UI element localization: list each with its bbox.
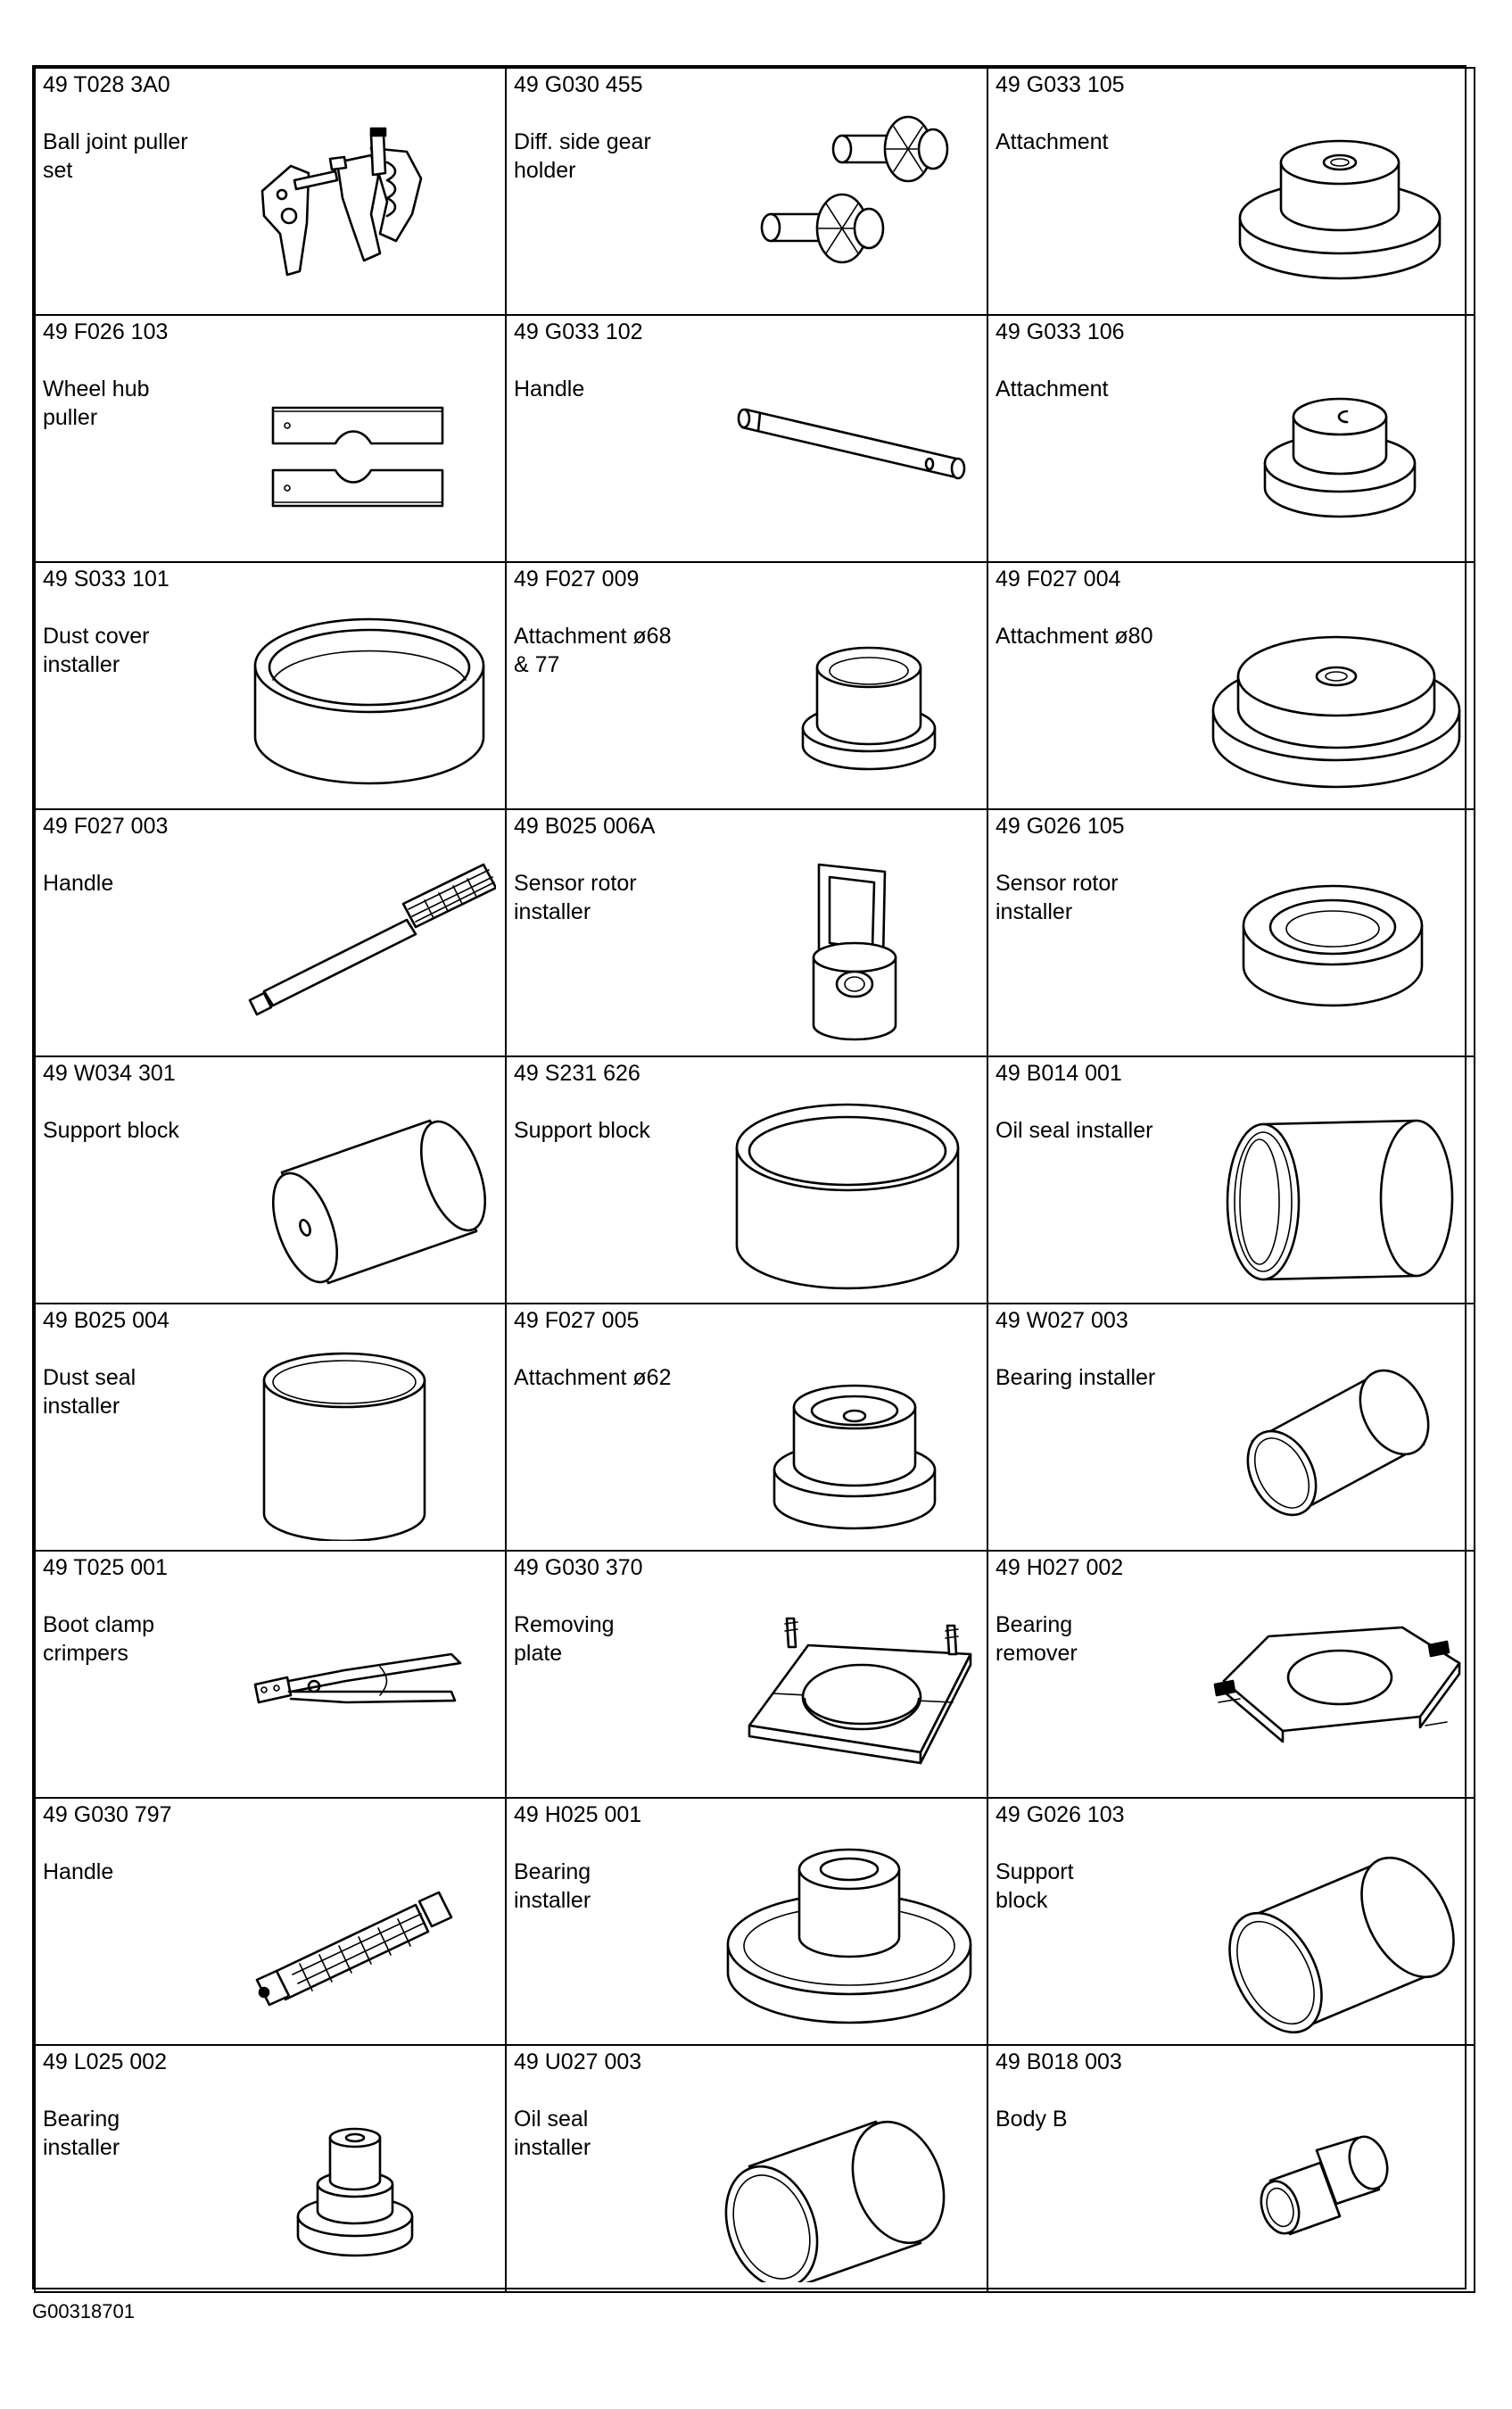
tool-name: Bearing installer bbox=[43, 2107, 120, 2160]
tool-cell bbox=[506, 1304, 987, 1551]
tool-cell bbox=[987, 1056, 1475, 1304]
tool-name: Wheel hub puller bbox=[43, 377, 150, 430]
tool-cell bbox=[35, 1798, 506, 2045]
bearing-remover-icon bbox=[1206, 1592, 1465, 1788]
tool-cell bbox=[506, 809, 987, 1056]
tool-name: Handle bbox=[43, 1859, 114, 1884]
knurled-handle-icon bbox=[237, 850, 496, 1047]
tool-name: Attachment bbox=[996, 129, 1109, 154]
tool-cell bbox=[35, 1056, 506, 1304]
support-block-icon bbox=[237, 1097, 496, 1294]
tool-code: 49 F027 005 bbox=[514, 1308, 640, 1333]
ball-joint-puller-icon bbox=[237, 109, 496, 305]
tool-cell bbox=[987, 809, 1475, 1056]
ring-installer-icon bbox=[237, 603, 496, 799]
tool-cell bbox=[35, 1304, 506, 1551]
table-row bbox=[35, 1551, 1475, 1798]
tool-name: Attachment bbox=[996, 377, 1109, 402]
tool-code: 49 B025 004 bbox=[43, 1308, 169, 1333]
tool-cell bbox=[35, 2045, 506, 2292]
tool-code: 49 T028 3A0 bbox=[43, 72, 170, 97]
tool-code: 49 G033 102 bbox=[514, 319, 643, 344]
tool-name: Sensor rotor installer bbox=[996, 871, 1119, 924]
tool-name: Bearing remover bbox=[996, 1612, 1078, 1666]
tool-cell bbox=[35, 315, 506, 562]
attachment-icon bbox=[719, 1839, 978, 2035]
table-row bbox=[35, 315, 1475, 562]
tool-name: Bearing installer bbox=[514, 1859, 591, 1913]
tool-name: Attachment ø68 & 77 bbox=[514, 624, 672, 677]
tool-name: Attachment ø80 bbox=[996, 624, 1153, 649]
body-b-icon bbox=[1206, 2086, 1465, 2282]
tool-code: 49 G030 370 bbox=[514, 1555, 643, 1580]
cylinder-sleeve-icon bbox=[719, 2086, 978, 2282]
figure-id-label: G00318701 bbox=[32, 2300, 135, 2322]
tool-cell bbox=[987, 2045, 1475, 2292]
ring-installer-icon bbox=[719, 1097, 978, 1294]
tool-code: 49 S231 626 bbox=[514, 1061, 640, 1086]
tool-cell bbox=[987, 562, 1475, 809]
tool-name: Ball joint puller set bbox=[43, 129, 188, 183]
tool-code: 49 G026 105 bbox=[996, 814, 1125, 839]
tool-cell bbox=[35, 562, 506, 809]
attachment-icon bbox=[1206, 356, 1465, 552]
tool-cell bbox=[987, 1304, 1475, 1551]
tool-cell bbox=[987, 1798, 1475, 2045]
table-row bbox=[35, 809, 1475, 1056]
tool-code: 49 L025 002 bbox=[43, 2049, 168, 2074]
tool-name: Bearing installer bbox=[996, 1365, 1156, 1390]
tool-code: 49 W034 301 bbox=[43, 1061, 176, 1086]
tool-code: 49 S033 101 bbox=[43, 567, 169, 592]
tool-cell bbox=[506, 1551, 987, 1798]
tool-cell bbox=[35, 1551, 506, 1798]
tool-code: 49 G030 797 bbox=[43, 1802, 172, 1827]
knurled-handle-icon bbox=[237, 1839, 496, 2035]
tool-cell bbox=[35, 809, 506, 1056]
tool-cell bbox=[506, 68, 987, 315]
tool-name: Oil seal installer bbox=[514, 2107, 591, 2160]
tool-name: Diff. side gear holder bbox=[514, 129, 651, 183]
tool-code: 49 B014 001 bbox=[996, 1061, 1122, 1086]
table-row bbox=[35, 1304, 1475, 1551]
tool-cell bbox=[987, 315, 1475, 562]
tool-code: 49 G030 455 bbox=[514, 72, 643, 97]
tool-name: Handle bbox=[514, 377, 585, 402]
attachment-icon bbox=[1206, 603, 1465, 799]
tool-code: 49 T025 001 bbox=[43, 1555, 168, 1580]
tool-code: 49 G026 103 bbox=[996, 1802, 1125, 1827]
special-tools-table-frame bbox=[32, 65, 1467, 2289]
tool-cell bbox=[987, 68, 1475, 315]
removing-plate-icon bbox=[719, 1592, 978, 1788]
tool-cell bbox=[35, 68, 506, 315]
hub-puller-plates-icon bbox=[237, 356, 496, 552]
tool-code: 49 G033 105 bbox=[996, 72, 1125, 97]
tool-name: Support block bbox=[996, 1859, 1074, 1913]
tool-name: Dust cover installer bbox=[43, 624, 150, 677]
tool-code: 49 F026 103 bbox=[43, 319, 169, 344]
tool-name: Support block bbox=[514, 1118, 650, 1143]
tool-name: Support block bbox=[43, 1118, 179, 1143]
tool-code: 49 G033 106 bbox=[996, 319, 1125, 344]
tool-code: 49 W027 003 bbox=[996, 1308, 1128, 1333]
table-row bbox=[35, 1056, 1475, 1304]
gear-holder-icon bbox=[719, 109, 978, 305]
tool-code: 49 H027 002 bbox=[996, 1555, 1124, 1580]
attachment-icon bbox=[719, 603, 978, 799]
tool-code: 49 U027 003 bbox=[514, 2049, 642, 2074]
tool-cell bbox=[506, 562, 987, 809]
tool-code: 49 F027 009 bbox=[514, 567, 640, 592]
tool-code: 49 B018 003 bbox=[996, 2049, 1122, 2074]
tool-code: 49 F027 003 bbox=[43, 814, 169, 839]
tool-cell bbox=[506, 1798, 987, 2045]
table-row bbox=[35, 562, 1475, 809]
tool-name: Dust seal installer bbox=[43, 1365, 136, 1419]
tool-name: Sensor rotor installer bbox=[514, 871, 637, 924]
cylinder-sleeve-icon bbox=[1206, 1839, 1465, 2035]
tool-name: Handle bbox=[43, 871, 114, 896]
attachment-icon bbox=[719, 1345, 978, 1541]
attachment-icon bbox=[237, 2086, 496, 2282]
crimpers-icon bbox=[237, 1592, 496, 1788]
tool-cell bbox=[506, 2045, 987, 2292]
sensor-rotor-installer-icon bbox=[719, 850, 978, 1047]
tool-cell bbox=[506, 315, 987, 562]
tool-name: Boot clamp crimpers bbox=[43, 1612, 155, 1666]
table-row bbox=[35, 2045, 1475, 2292]
tool-code: 49 B025 006A bbox=[514, 814, 656, 839]
table-row bbox=[35, 68, 1475, 315]
tool-name: Removing plate bbox=[514, 1612, 615, 1666]
cylinder-sleeve-icon bbox=[1206, 1345, 1465, 1541]
tool-cell bbox=[987, 1551, 1475, 1798]
tool-name: Attachment ø62 bbox=[514, 1365, 672, 1390]
table-row bbox=[35, 1798, 1475, 2045]
cylinder-installer-icon bbox=[237, 1345, 496, 1541]
tool-cell bbox=[506, 1056, 987, 1304]
oil-seal-installer-icon bbox=[1206, 1097, 1465, 1294]
special-tools-table bbox=[34, 67, 1475, 2293]
handle-bar-icon bbox=[719, 356, 978, 552]
attachment-icon bbox=[1206, 109, 1465, 305]
tool-name: Oil seal installer bbox=[996, 1118, 1153, 1143]
tool-name: Body B bbox=[996, 2107, 1068, 2132]
ring-installer-icon bbox=[1206, 850, 1465, 1047]
tool-code: 49 F027 004 bbox=[996, 567, 1121, 592]
tool-code: 49 H025 001 bbox=[514, 1802, 642, 1827]
